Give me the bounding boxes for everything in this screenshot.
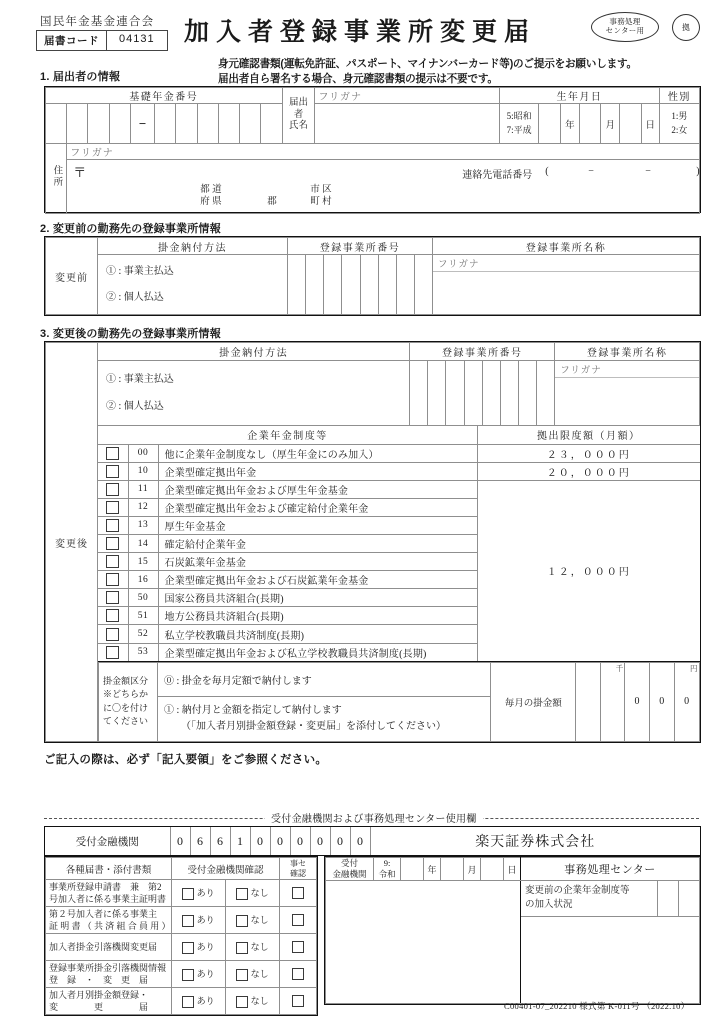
plan-code-14: 14 bbox=[128, 535, 158, 553]
pension-plan-section bbox=[98, 425, 700, 661]
doc-name-2 bbox=[46, 934, 172, 961]
city-label-l1: 市 区 bbox=[310, 185, 332, 195]
plan-name-16: 企業型確定拠出年金および石炭鉱業年金基金 bbox=[158, 571, 478, 589]
doc-name-4 bbox=[46, 988, 172, 1015]
plan-code-11: 11 bbox=[128, 480, 158, 498]
institution-code-digit-6: 0 bbox=[290, 827, 310, 855]
plan-name-13: 厚生年金基金 bbox=[158, 516, 478, 534]
section3-heading: 3. 変更後の勤務先の登録事業所情報 bbox=[40, 328, 221, 340]
checkbox-icon bbox=[182, 996, 194, 1008]
receipt-stamp-area[interactable] bbox=[326, 881, 521, 1004]
form-code-label: 届書コード bbox=[37, 31, 107, 50]
gender-female-option: 2:女 bbox=[671, 124, 688, 135]
pension-digit-2[interactable] bbox=[67, 104, 88, 144]
receipt-year-label: 年 bbox=[424, 858, 441, 881]
center-status-label bbox=[521, 881, 658, 917]
section2-office-digit-4[interactable] bbox=[342, 255, 360, 315]
phone-dash-1: − bbox=[588, 166, 594, 177]
checkbox-icon bbox=[236, 888, 248, 900]
doc-verify-0[interactable] bbox=[280, 880, 317, 907]
plan-checkbox-53[interactable] bbox=[98, 643, 128, 661]
pension-number-separator: − bbox=[130, 104, 154, 144]
address-label bbox=[46, 144, 67, 214]
doc-no-label-0: なし bbox=[250, 888, 269, 899]
doc-row-4 bbox=[46, 988, 317, 1015]
plan-code-50: 50 bbox=[128, 589, 158, 607]
section3-office-digit-2[interactable] bbox=[428, 360, 446, 425]
section2-office-name-header: 登録事業所名称 bbox=[433, 238, 700, 255]
doc-name-2-l1: 加入者掛金引落機関変更届 bbox=[49, 941, 158, 952]
section2-payment-method-header: 掛金納付方法 bbox=[98, 238, 288, 255]
organization-name: 国民年金基金連合会 bbox=[40, 16, 155, 28]
institution-code-digit-1: 6 bbox=[190, 827, 210, 855]
section3-row-label: 変更後 bbox=[46, 343, 98, 742]
plan-name-11: 企業型確定拠出年金および厚生年金基金 bbox=[158, 480, 478, 498]
city-label bbox=[310, 184, 331, 209]
institution-code-digit-4: 0 bbox=[250, 827, 270, 855]
doc-yes-label-4: あり bbox=[196, 996, 215, 1007]
contribution-option-designated[interactable] bbox=[157, 697, 490, 741]
receipt-day-input[interactable] bbox=[481, 858, 504, 881]
unit-sen-label: 千 bbox=[615, 664, 624, 674]
doc-name-0 bbox=[46, 880, 172, 907]
doc-name-1-l1: 第２号加入者に係る事業主 bbox=[49, 908, 158, 919]
section2-office-number-header: 登録事業所番号 bbox=[288, 238, 433, 255]
section3-payment-options[interactable] bbox=[98, 360, 410, 425]
plan-checkbox-14[interactable] bbox=[98, 535, 128, 553]
postal-mark: 〒 bbox=[73, 165, 87, 180]
doc-name-4-l2: 変 更 届 bbox=[49, 1002, 149, 1012]
doc-col-header-verify bbox=[280, 858, 317, 880]
section3-office-digit-6[interactable] bbox=[500, 360, 518, 425]
section2-office-digit-2[interactable] bbox=[306, 255, 324, 315]
contribution-label-l3: に〇を付け bbox=[103, 702, 149, 713]
doc-no-4[interactable] bbox=[226, 988, 280, 1015]
birth-day-label: 日 bbox=[641, 104, 659, 144]
basic-pension-number-header: 基礎年金番号 bbox=[46, 88, 283, 104]
section3-office-name-header: 登録事業所名称 bbox=[555, 343, 700, 361]
plan-code-12: 12 bbox=[128, 498, 158, 516]
address-furigana-label: フリガナ bbox=[67, 144, 700, 160]
doc-col-header-documents: 各種届書・添付書類 bbox=[46, 858, 172, 880]
checkbox-icon bbox=[106, 646, 119, 659]
receipt-era bbox=[374, 858, 401, 881]
doc-row-2 bbox=[46, 934, 317, 961]
birth-month-input[interactable] bbox=[579, 104, 601, 144]
birth-month-label: 月 bbox=[601, 104, 620, 144]
prefecture-label-l1: 都 道 bbox=[200, 185, 222, 195]
plan-checkbox-12[interactable] bbox=[98, 498, 128, 516]
section2-office-digit-5[interactable] bbox=[360, 255, 378, 315]
center-status-l2: の加入状況 bbox=[525, 899, 573, 910]
address-input-area[interactable] bbox=[67, 160, 700, 214]
checkbox-icon bbox=[236, 915, 248, 927]
birth-day-input[interactable] bbox=[619, 104, 641, 144]
checkbox-icon bbox=[236, 942, 248, 954]
checkbox-icon bbox=[292, 941, 304, 953]
identity-notice-line1: 身元確認書類(運転免許証、パスポート、マイナンバーカード等)のご提示をお願いします。 bbox=[218, 58, 637, 70]
receipt-day-label: 日 bbox=[504, 858, 521, 881]
center-status-cell-2[interactable] bbox=[679, 881, 700, 917]
checkbox-icon bbox=[182, 969, 194, 981]
amount-cell-1[interactable] bbox=[576, 663, 600, 741]
form-header bbox=[0, 0, 713, 86]
plan-checkbox-52[interactable] bbox=[98, 625, 128, 643]
applicant-furigana-label: フリガナ bbox=[315, 88, 500, 104]
checkbox-icon bbox=[106, 555, 119, 568]
plan-name-51: 地方公務員共済組合(長期) bbox=[158, 607, 478, 625]
doc-name-3 bbox=[46, 961, 172, 988]
doc-col-verify-l1: 事セ bbox=[290, 858, 306, 868]
plan-code-15: 15 bbox=[128, 553, 158, 571]
section3-office-furigana: フリガナ bbox=[555, 361, 699, 378]
plan-limit-merged: １２，０００円 bbox=[478, 480, 700, 661]
address-label-text: 住所 bbox=[51, 165, 62, 189]
checkbox-icon bbox=[106, 591, 119, 604]
center-use-table bbox=[324, 856, 701, 1005]
section3-office-digit-4[interactable] bbox=[464, 360, 482, 425]
section3-office-number-header: 登録事業所番号 bbox=[410, 343, 555, 361]
contribution-label-l1: 掛金額区分 bbox=[103, 675, 149, 686]
amount-digit-3[interactable] bbox=[674, 663, 699, 741]
pension-digit-7[interactable] bbox=[197, 104, 218, 144]
era-selector[interactable] bbox=[500, 104, 539, 144]
doc-row-0 bbox=[46, 880, 317, 907]
checkbox-icon bbox=[292, 968, 304, 980]
checkbox-icon bbox=[106, 447, 119, 460]
plan-name-12: 企業型確定拠出年金および確定給付企業年金 bbox=[158, 498, 478, 516]
center-use-stamp-line1: 事務処理 bbox=[609, 17, 641, 27]
section2-office-digit-6[interactable] bbox=[378, 255, 396, 315]
doc-yes-0[interactable] bbox=[172, 880, 226, 907]
institution-label: 受付金融機関 bbox=[45, 827, 170, 855]
doc-name-0-l2: 号加入者に係る事業主証明書 bbox=[49, 894, 167, 904]
plan-code-13: 13 bbox=[128, 516, 158, 534]
doc-verify-2[interactable] bbox=[280, 934, 317, 961]
checkbox-icon bbox=[106, 609, 119, 622]
doc-row-3 bbox=[46, 961, 317, 988]
era-heisei: 7:平成 bbox=[506, 124, 532, 135]
page-title: 加入者登録事業所変更届 bbox=[183, 17, 536, 46]
pension-digit-8[interactable] bbox=[218, 104, 239, 144]
plan-checkbox-16[interactable] bbox=[98, 571, 128, 589]
doc-name-1 bbox=[46, 907, 172, 934]
plan-row-0[interactable] bbox=[98, 444, 700, 462]
institution-code-digit-8: 0 bbox=[330, 827, 350, 855]
institution-code-digit-3: 1 bbox=[230, 827, 250, 855]
document-check-table bbox=[44, 856, 318, 1016]
plan-code-51: 51 bbox=[128, 607, 158, 625]
gender-header: 性別 bbox=[659, 88, 699, 104]
plan-checkbox-13[interactable] bbox=[98, 516, 128, 534]
birth-year-input[interactable] bbox=[539, 104, 561, 144]
plan-name-15: 石炭鉱業年金基金 bbox=[158, 553, 478, 571]
center-use-stamp bbox=[591, 12, 659, 42]
amount-cell-2[interactable] bbox=[600, 663, 624, 741]
plan-name-14: 確定給付企業年金 bbox=[158, 535, 478, 553]
doc-verify-1[interactable] bbox=[280, 907, 317, 934]
section3-office-digit-8[interactable] bbox=[537, 360, 555, 425]
monthly-contribution-label: 毎月の掛金額 bbox=[491, 663, 576, 741]
doc-no-3[interactable] bbox=[226, 961, 280, 988]
section3-option-individual[interactable]: ② : 個人払込 bbox=[106, 400, 164, 412]
doc-no-1[interactable] bbox=[226, 907, 280, 934]
checkbox-icon bbox=[292, 995, 304, 1007]
gender-male-option: 1:男 bbox=[671, 111, 688, 122]
institution-code-digit-2: 6 bbox=[210, 827, 230, 855]
doc-no-label-3: なし bbox=[250, 969, 269, 980]
receipt-month-input[interactable] bbox=[441, 858, 464, 881]
pension-digit-3[interactable] bbox=[88, 104, 109, 144]
identity-notice bbox=[218, 57, 698, 88]
instruction-note: ご記入の際は、必ず「記入要領」をご参照ください。 bbox=[44, 754, 328, 766]
county-label: 郡 bbox=[267, 197, 277, 207]
checkbox-icon bbox=[182, 888, 194, 900]
contribution-option1-l2: （「加入者月別掛金額登録・変更届」を添付してください） bbox=[180, 720, 446, 732]
checkbox-icon bbox=[106, 537, 119, 550]
plan-checkbox-11[interactable] bbox=[98, 480, 128, 498]
identity-notice-line2: 届出者自ら署名する場合、身元確認書類の提示は不要です。 bbox=[218, 73, 498, 86]
doc-name-0-l1: 事業所登録申請書 兼 第2 bbox=[49, 881, 162, 892]
receipt-label-l2: 金融機関 bbox=[332, 869, 367, 879]
plan-row-2[interactable] bbox=[98, 480, 700, 498]
doc-verify-4[interactable] bbox=[280, 988, 317, 1015]
plan-name-53: 企業型確定拠出年金および私立学校教職員共済制度(長期) bbox=[158, 643, 478, 661]
plan-checkbox-50[interactable] bbox=[98, 589, 128, 607]
pension-digit-9[interactable] bbox=[240, 104, 261, 144]
checkbox-icon bbox=[106, 501, 119, 514]
pension-digit-1[interactable] bbox=[46, 104, 67, 144]
section3-office-digit-5[interactable] bbox=[482, 360, 500, 425]
section3-office-name-input[interactable] bbox=[555, 360, 700, 425]
doc-yes-1[interactable] bbox=[172, 907, 226, 934]
doc-no-label-4: なし bbox=[250, 996, 269, 1007]
section3-payment-method-header: 掛金納付方法 bbox=[98, 343, 410, 361]
section2-table bbox=[44, 236, 701, 316]
contribution-division-label bbox=[99, 663, 158, 741]
plan-code-52: 52 bbox=[128, 625, 158, 643]
plan-code-00: 00 bbox=[128, 444, 158, 462]
plan-name-10: 企業型確定拠出年金 bbox=[158, 462, 478, 480]
gender-selector[interactable] bbox=[659, 104, 699, 144]
center-status-cell-1[interactable] bbox=[658, 881, 679, 917]
form-footer-code: C00401-07_202210 様式第 K-011号 （2022.10） bbox=[504, 1001, 690, 1011]
institution-code-digit-9: 0 bbox=[350, 827, 370, 855]
pension-digit-4[interactable] bbox=[109, 104, 130, 144]
city-label-l2: 町 村 bbox=[310, 197, 332, 208]
applicant-name-input[interactable] bbox=[315, 104, 500, 144]
limit-header: 拠出限度額（月額） bbox=[478, 426, 700, 444]
applicant-name-label-l1: 届出者 bbox=[288, 97, 308, 120]
plan-name-50: 国家公務員共済組合(長期) bbox=[158, 589, 478, 607]
checkbox-icon bbox=[236, 996, 248, 1008]
doc-no-label-1: なし bbox=[250, 915, 269, 926]
contribution-option1-l1: ① : 納付月と金額を指定して納付します bbox=[163, 705, 342, 717]
receipt-era-code: 9: bbox=[383, 858, 391, 869]
section2-office-digit-3[interactable] bbox=[324, 255, 342, 315]
receipt-month-label: 月 bbox=[464, 858, 481, 881]
doc-yes-label-0: あり bbox=[196, 888, 215, 899]
doc-yes-label-2: あり bbox=[196, 942, 215, 953]
section2-option-individual[interactable]: ② : 個人払込 bbox=[106, 291, 164, 303]
plan-limit-00: ２３，０００円 bbox=[478, 444, 700, 462]
pension-digit-10[interactable] bbox=[261, 104, 282, 144]
receipt-year-input[interactable] bbox=[401, 858, 424, 881]
checkbox-icon bbox=[182, 942, 194, 954]
contribution-option-fixed[interactable]: ⓪ : 掛金を毎月定額で納付します bbox=[157, 663, 490, 697]
receipt-institution-label bbox=[326, 858, 374, 881]
checkbox-icon bbox=[106, 573, 119, 586]
plan-checkbox-15[interactable] bbox=[98, 553, 128, 571]
amount-digit-3-value: 0 bbox=[684, 696, 690, 708]
doc-no-0[interactable] bbox=[226, 880, 280, 907]
checkbox-icon bbox=[106, 519, 119, 532]
doc-yes-4[interactable] bbox=[172, 988, 226, 1015]
institution-code-digit-0: 0 bbox=[170, 827, 190, 855]
form-code-value: 04131 bbox=[119, 33, 155, 45]
doc-yes-label-3: あり bbox=[196, 969, 215, 980]
phone-paren-close: ) bbox=[696, 166, 700, 177]
plan-code-53: 53 bbox=[128, 643, 158, 661]
applicant-name-label bbox=[282, 88, 315, 144]
checkbox-icon bbox=[292, 914, 304, 926]
doc-no-2[interactable] bbox=[226, 934, 280, 961]
prefecture-label bbox=[200, 184, 221, 209]
section2-option-employer[interactable]: ① : 事業主払込 bbox=[106, 265, 174, 277]
plan-header: 企業年金制度等 bbox=[98, 426, 478, 444]
section3-option-employer[interactable]: ① : 事業主払込 bbox=[106, 373, 174, 385]
plan-name-00: 他に企業年金制度なし（厚生年金にのみ加入） bbox=[158, 444, 478, 462]
section2-office-furigana: フリガナ bbox=[433, 255, 699, 272]
prefecture-label-l2: 府 県 bbox=[200, 197, 222, 208]
pension-digit-6[interactable] bbox=[176, 104, 197, 144]
section3-office-digit-7[interactable] bbox=[518, 360, 536, 425]
institution-code-digit-7: 0 bbox=[310, 827, 330, 855]
phone-label: 連絡先電話番号 bbox=[462, 170, 533, 181]
doc-col-header-confirm: 受付金融機関確認 bbox=[172, 858, 280, 880]
section2-heading: 2. 変更前の勤務先の登録事業所情報 bbox=[40, 223, 221, 235]
doc-yes-label-1: あり bbox=[196, 915, 215, 926]
birthdate-header: 生年月日 bbox=[500, 88, 660, 104]
section3-office-digit-3[interactable] bbox=[446, 360, 464, 425]
center-title: 事務処理センター bbox=[521, 858, 700, 881]
section2-office-name-input[interactable] bbox=[433, 255, 700, 315]
plan-name-52: 私立学校教職員共済制度(長期) bbox=[158, 625, 478, 643]
section3-office-digit-1[interactable] bbox=[410, 360, 428, 425]
center-status-l1: 変更前の企業年金制度等 bbox=[525, 886, 630, 897]
section2-office-digit-1[interactable] bbox=[288, 255, 306, 315]
doc-name-4-l1: 加入者月別掛金額登録・ bbox=[49, 989, 149, 1000]
doc-name-3-l1: 登録事業所掛金引落機関情報 bbox=[49, 962, 167, 973]
institution-name: 楽天証券株式会社 bbox=[475, 835, 596, 850]
kyo-stamp: 拠 bbox=[672, 14, 700, 41]
doc-col-verify-l2: 確認 bbox=[290, 868, 306, 878]
plan-code-16: 16 bbox=[128, 571, 158, 589]
pension-digit-5[interactable] bbox=[155, 104, 176, 144]
plan-code-10: 10 bbox=[128, 462, 158, 480]
phone-dash-2: − bbox=[645, 166, 651, 177]
section2-office-digit-8[interactable] bbox=[414, 255, 432, 315]
receipt-era-name: 令和 bbox=[378, 869, 396, 879]
doc-name-3-l2: 登 録 ・ 変 更 届 bbox=[49, 975, 149, 985]
section1-heading: 1. 届出者の情報 bbox=[40, 71, 121, 83]
amount-digit-2[interactable]: 0 bbox=[649, 663, 674, 741]
plan-checkbox-00[interactable] bbox=[98, 444, 128, 462]
checkbox-icon bbox=[292, 887, 304, 899]
plan-checkbox-10[interactable] bbox=[98, 462, 128, 480]
section2-office-digit-7[interactable] bbox=[396, 255, 414, 315]
contribution-label-l4: てください bbox=[103, 716, 149, 727]
contribution-label-l2: ※どちらか bbox=[103, 689, 149, 700]
birth-year-label: 年 bbox=[561, 104, 580, 144]
checkbox-icon bbox=[236, 969, 248, 981]
institution-row bbox=[44, 826, 701, 856]
checkbox-icon bbox=[106, 465, 119, 478]
doc-yes-3[interactable] bbox=[172, 961, 226, 988]
doc-name-1-l2: 証 明 書 （ 共 済 組 合 員 用 ） bbox=[49, 921, 171, 931]
doc-yes-2[interactable] bbox=[172, 934, 226, 961]
section1-table bbox=[44, 86, 701, 213]
doc-row-1 bbox=[46, 907, 317, 934]
plan-limit-10: ２０，０００円 bbox=[478, 462, 700, 480]
center-notes-area[interactable] bbox=[521, 917, 700, 1004]
plan-row-1[interactable] bbox=[98, 462, 700, 480]
amount-digit-1[interactable]: 0 bbox=[625, 663, 650, 741]
checkbox-icon bbox=[106, 483, 119, 496]
doc-no-label-2: なし bbox=[250, 942, 269, 953]
center-use-stamp-line2: センター用 bbox=[605, 26, 645, 35]
institution-code-digit-5: 0 bbox=[270, 827, 290, 855]
section3-table bbox=[44, 341, 701, 743]
contribution-section bbox=[98, 662, 700, 742]
doc-verify-3[interactable] bbox=[280, 961, 317, 988]
section2-row-label: 変更前 bbox=[46, 238, 98, 315]
phone-paren-open: ( bbox=[545, 166, 549, 177]
section2-payment-options[interactable] bbox=[98, 255, 288, 315]
applicant-name-label-l2: 氏名 bbox=[288, 121, 308, 132]
era-showa: 5:昭和 bbox=[506, 111, 532, 122]
plan-checkbox-51[interactable] bbox=[98, 607, 128, 625]
receipt-label-l1: 受付 bbox=[340, 858, 358, 869]
checkbox-icon bbox=[182, 915, 194, 927]
office-use-divider-label: 受付金融機関および事務処理センター使用欄 bbox=[265, 810, 483, 825]
unit-yen-label: 円 bbox=[690, 664, 698, 674]
checkbox-icon bbox=[106, 628, 119, 641]
